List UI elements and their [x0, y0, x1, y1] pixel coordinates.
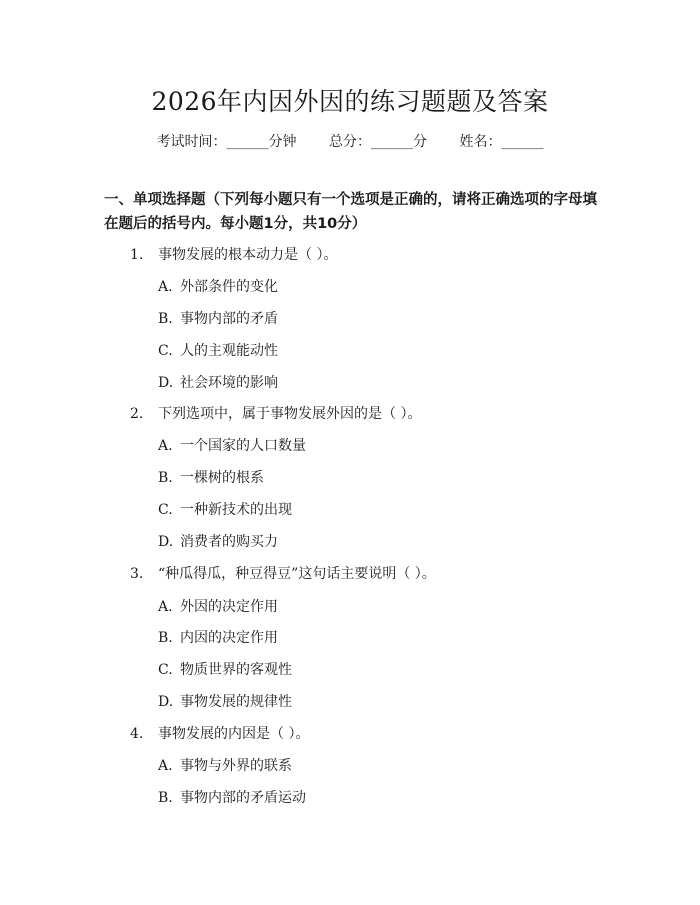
option-letter: D.: [158, 534, 174, 550]
option-text: 事物与外界的联系: [180, 758, 292, 774]
option-text: 内因的决定作用: [180, 630, 278, 646]
option-text: 事物内部的矛盾: [180, 311, 278, 327]
option-letter: D.: [158, 694, 174, 710]
question-number: 3.: [130, 566, 144, 582]
exam-score: 总分：______分: [329, 134, 427, 150]
question-3: [130, 563, 436, 583]
question-text: 事物发展的根本动力是（ ）。: [158, 247, 338, 263]
option-text: 一种新技术的出现: [180, 502, 292, 518]
option-1a: [158, 276, 278, 296]
option-text: 一棵树的根系: [180, 470, 264, 486]
option-4a: [158, 755, 292, 775]
exam-time: 考试时间：______分钟: [156, 134, 297, 150]
option-text: 外部条件的变化: [180, 279, 278, 295]
question-text: 事物发展的内因是（ ）。: [158, 726, 310, 742]
option-text: 社会环境的影响: [180, 375, 278, 391]
option-text: 消费者的购买力: [180, 534, 278, 550]
option-letter: A.: [158, 438, 173, 454]
option-letter: B.: [158, 790, 173, 806]
exam-meta: [0, 131, 700, 151]
option-2c: [158, 499, 292, 519]
question-number: 4.: [130, 726, 144, 742]
option-1c: [158, 340, 278, 360]
option-letter: A.: [158, 758, 173, 774]
question-text: “种瓜得瓜，种豆得豆”这句话主要说明（ ）。: [158, 566, 436, 582]
option-text: 物质世界的客观性: [180, 662, 292, 678]
option-1b: [158, 308, 278, 328]
option-letter: C.: [158, 662, 173, 678]
option-1d: [158, 372, 278, 392]
option-letter: C.: [158, 502, 173, 518]
question-2: [130, 403, 421, 423]
option-text: 事物内部的矛盾运动: [180, 790, 306, 806]
option-letter: A.: [158, 279, 173, 295]
question-text: 下列选项中，属于事物发展外因的是（ ）。: [158, 406, 422, 422]
question-number: 2.: [130, 406, 144, 422]
option-letter: B.: [158, 311, 173, 327]
option-letter: B.: [158, 630, 173, 646]
exam-name: 姓名：______: [459, 134, 544, 150]
option-text: 一个国家的人口数量: [180, 438, 306, 454]
question-1: [130, 244, 337, 264]
question-4: [130, 723, 309, 743]
section-heading: 一、单项选择题（下列每小题只有一个选项是正确的，请将正确选项的字母填在题后的括号内。每小题1分，共10分）: [104, 192, 597, 232]
option-letter: B.: [158, 470, 173, 486]
option-4b: [158, 787, 306, 807]
option-letter: D.: [158, 375, 174, 391]
option-text: 外因的决定作用: [180, 599, 278, 615]
page-title: 2026年内因外因的练习题题及答案: [151, 87, 549, 116]
option-3a: [158, 596, 278, 616]
option-3d: [158, 691, 292, 711]
option-2a: [158, 435, 306, 455]
option-text: 人的主观能动性: [180, 343, 278, 359]
option-letter: C.: [158, 343, 173, 359]
question-number: 1.: [130, 247, 144, 263]
option-text: 事物发展的规律性: [180, 694, 292, 710]
option-3b: [158, 627, 278, 647]
option-2b: [158, 467, 264, 487]
option-3c: [158, 659, 292, 679]
option-2d: [158, 531, 278, 551]
option-letter: A.: [158, 599, 173, 615]
